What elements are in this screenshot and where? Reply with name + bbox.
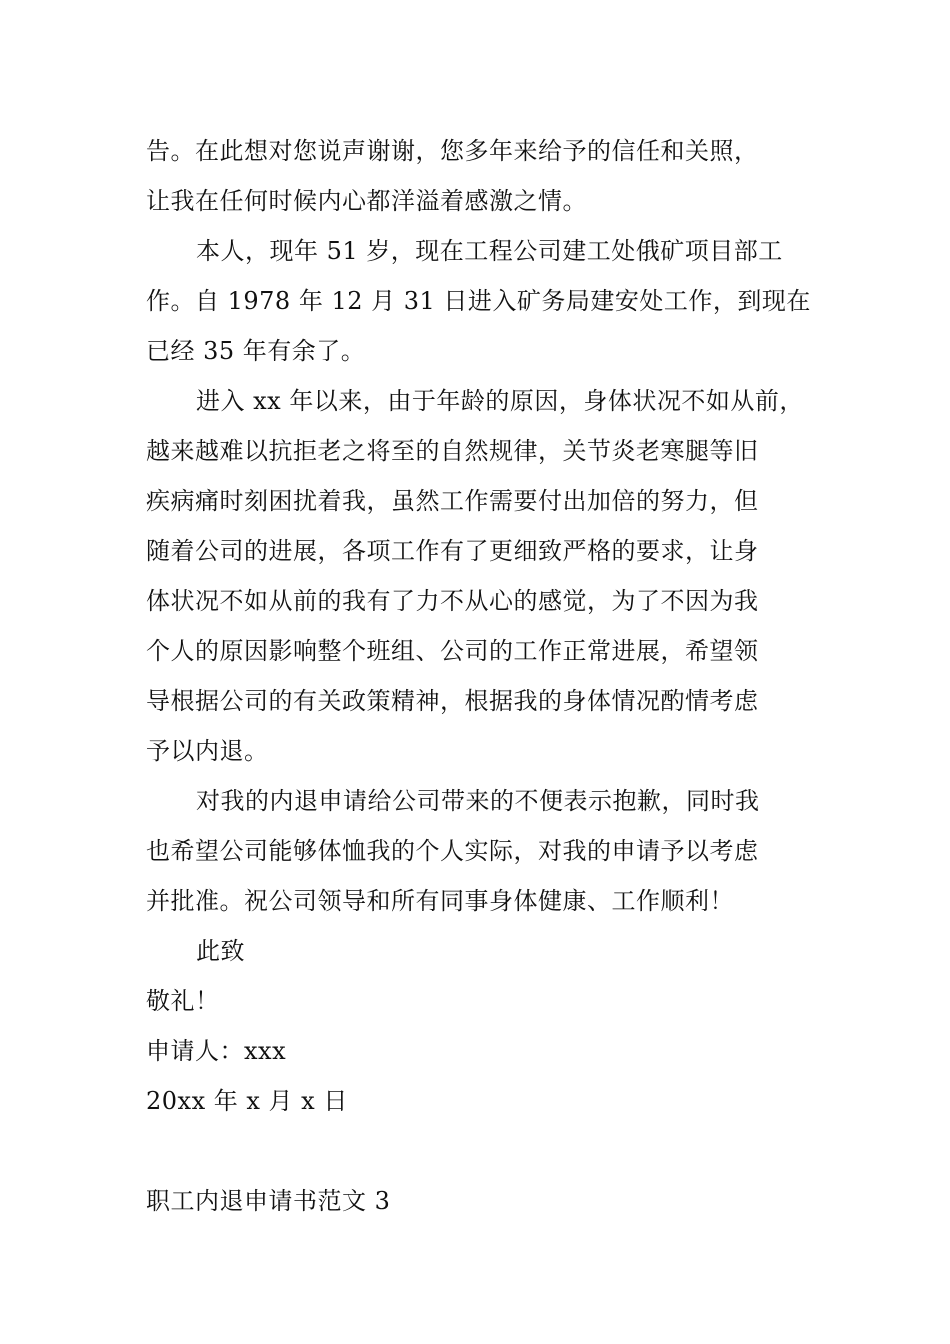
paragraph-reason-line-1: 进入 xx 年以来，由于年龄的原因，身体状况不如从前，: [196, 387, 804, 415]
next-section-title: 职工内退申请书范文 3: [146, 1187, 391, 1215]
paragraph-apology-line-1: 对我的内退申请给公司带来的不便表示抱歉，同时我: [196, 787, 760, 815]
paragraph-personal-info-line-3: 已经 35 年有余了。: [146, 337, 366, 365]
paragraph-reason-line-2: 越来越难以抗拒老之将至的自然规律，关节炎老寒腿等旧: [146, 437, 759, 465]
application-date: 20xx 年 x 月 x 日: [146, 1087, 348, 1115]
paragraph-apology-line-2: 也希望公司能够体恤我的个人实际，对我的申请予以考虑: [146, 837, 759, 865]
paragraph-reason-line-3: 疾病痛时刻困扰着我，虽然工作需要付出加倍的努力，但: [146, 487, 759, 515]
closing-respect: 敬礼！: [146, 987, 220, 1015]
closing-salutation: 此致: [196, 937, 245, 965]
paragraph-apology-line-3: 并批准。祝公司领导和所有同事身体健康、工作顺利！: [146, 887, 734, 915]
paragraph-reason-line-5: 体状况不如从前的我有了力不从心的感觉，为了不因为我: [146, 587, 759, 615]
text-line-1: 告。在此想对您说声谢谢，您多年来给予的信任和关照，: [146, 137, 759, 165]
applicant-signature: 申请人：xxx: [146, 1037, 287, 1065]
document-body: [146, 126, 836, 1226]
paragraph-personal-info-line-1: 本人，现年 51 岁，现在工程公司建工处俄矿项目部工: [196, 237, 783, 265]
paragraph-reason-line-8: 予以内退。: [146, 737, 269, 765]
paragraph-reason-line-6: 个人的原因影响整个班组、公司的工作正常进展，希望领: [146, 637, 759, 665]
section-gap: [146, 1126, 836, 1176]
text-line-2: 让我在任何时候内心都洋溢着感激之情。: [146, 187, 587, 215]
paragraph-reason-line-4: 随着公司的进展，各项工作有了更细致严格的要求，让身: [146, 537, 759, 565]
paragraph-reason-line-7: 导根据公司的有关政策精神，根据我的身体情况酌情考虑: [146, 687, 759, 715]
paragraph-personal-info-line-2: 作。自 1978 年 12 月 31 日进入矿务局建安处工作，到现在: [146, 287, 811, 315]
